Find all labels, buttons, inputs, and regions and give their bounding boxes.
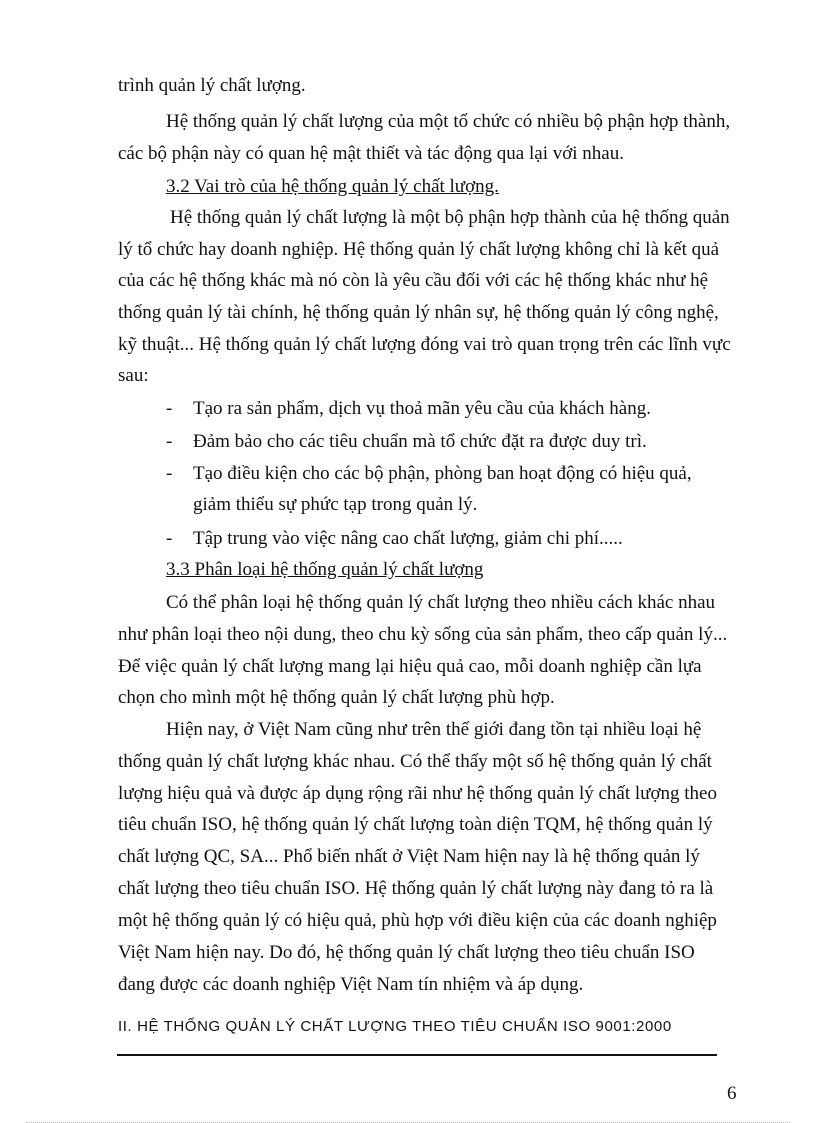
footer-rule	[117, 1054, 717, 1056]
paragraph-line: chất lượng QC, SA... Phổ biến nhất ở Việt Nam hiện nay là hệ thống quản lý	[118, 846, 700, 867]
paragraph-line: một hệ thống quản lý có hiệu quả, phù hợp với điều kiện của các doanh nghiệp	[118, 910, 717, 931]
heading-3-3: 3.3 Phân loại hệ thống quản lý chất lượng	[166, 559, 484, 580]
bullet-item: Tạo ra sản phẩm, dịch vụ thoả mãn yêu cầu của khách hàng.	[193, 398, 651, 419]
paragraph-line: lý tổ chức hay doanh nghiệp. Hệ thống quản lý chất lượng không chỉ là kết quả	[118, 239, 720, 260]
paragraph-line: chất lượng theo tiêu chuẩn ISO. Hệ thống quản lý chất lượng này đang tỏ ra là	[118, 878, 714, 899]
section-title: II. HỆ THỐNG QUẢN LÝ CHẤT LƯỢNG THEO TIÊU CHUẨN ISO 9001:2000	[118, 1018, 672, 1035]
paragraph-line: Hiện nay, ở Việt Nam cũng như trên thế giới đang tồn tại nhiều loại hệ	[166, 719, 702, 740]
paragraph-line: Để việc quản lý chất lượng mang lại hiệu quả cao, mỗi doanh nghiệp cần lựa	[118, 656, 702, 677]
paragraph-line: thống quản lý tài chính, hệ thống quản lý nhân sự, hệ thống quản lý công nghệ,	[118, 302, 719, 323]
bullet-item: Tạo điều kiện cho các bộ phận, phòng ban hoạt động có hiệu quả,	[193, 463, 692, 484]
bullet-item: Tập trung vào việc nâng cao chất lượng, giảm chi phí.....	[193, 528, 623, 549]
bullet-item-continuation: giảm thiểu sự phức tạp trong quản lý.	[193, 494, 478, 515]
paragraph-line: đang được các doanh nghiệp Việt Nam tín nhiệm và áp dụng.	[118, 974, 584, 995]
bullet-marker: -	[166, 463, 173, 484]
paragraph-line: thống quản lý chất lượng khác nhau. Có thể thấy một số hệ thống quản lý chất	[118, 751, 712, 772]
bullet-marker: -	[166, 431, 173, 452]
paragraph-line: Hệ thống quản lý chất lượng của một tổ chức có nhiều bộ phận hợp thành,	[166, 111, 731, 132]
paragraph-line: tiêu chuẩn ISO, hệ thống quản lý chất lượng toàn diện TQM, hệ thống quản lý	[118, 814, 713, 835]
paragraph-line: lượng hiệu quả và được áp dụng rộng rãi như hệ thống quản lý chất lượng theo	[118, 783, 717, 804]
paragraph-line: của các hệ thống khác mà nó còn là yêu cầu đối với các hệ thống khác như hệ	[118, 270, 709, 291]
paragraph-line: Việt Nam hiện nay. Do đó, hệ thống quản lý chất lượng theo tiêu chuẩn ISO	[118, 942, 695, 963]
bullet-item: Đảm bảo cho các tiêu chuẩn mà tổ chức đặt ra được duy trì.	[193, 431, 647, 452]
page-number: 6	[727, 1083, 737, 1104]
paragraph-line: sau:	[118, 365, 149, 386]
paragraph-line: như phân loại theo nội dung, theo chu kỳ sống của sản phẩm, theo cấp quản lý...	[118, 624, 728, 645]
paragraph-line: Hệ thống quản lý chất lượng là một bộ phận hợp thành của hệ thống quản	[170, 207, 730, 228]
paragraph-line: Có thể phân loại hệ thống quản lý chất lượng theo nhiều cách khác nhau	[166, 592, 716, 613]
paragraph-line: trình quản lý chất lượng.	[118, 75, 306, 96]
paragraph-line: các bộ phận này có quan hệ mật thiết và tác động qua lại với nhau.	[118, 143, 624, 164]
paragraph-line: kỹ thuật... Hệ thống quản lý chất lượng đóng vai trò quan trọng trên các lĩnh vực	[118, 334, 731, 355]
paragraph-line: chọn cho mình một hệ thống quản lý chất lượng phù hợp.	[118, 687, 555, 708]
bullet-marker: -	[166, 398, 173, 419]
bullet-marker: -	[166, 528, 173, 549]
heading-3-2: 3.2 Vai trò của hệ thống quản lý chất lượng.	[166, 176, 499, 197]
